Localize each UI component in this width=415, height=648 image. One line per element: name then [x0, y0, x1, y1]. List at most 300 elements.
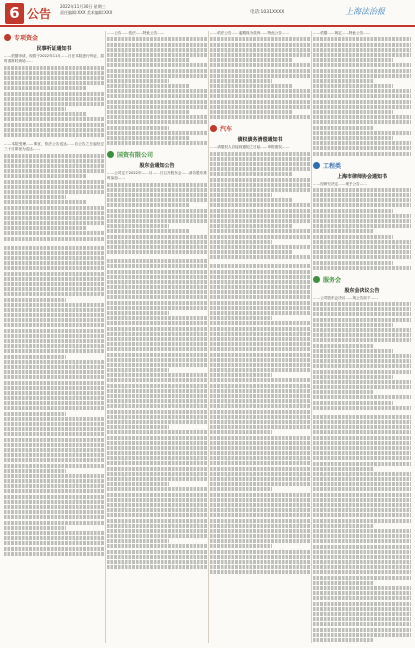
- text-line: [107, 513, 207, 517]
- text-line: [313, 349, 393, 353]
- text-line: [313, 364, 411, 368]
- text-line: [4, 547, 104, 551]
- text-line: [210, 498, 310, 502]
- notice-title: 股东会决议公告: [344, 287, 380, 294]
- text-line: [4, 443, 104, 447]
- text-line: [4, 349, 104, 353]
- notice-body: ……依据申请，现将于2022年11月……日在本院进行听证，届时请准时到场……: [4, 54, 104, 64]
- text-line: [107, 198, 207, 202]
- text-line: [4, 292, 104, 296]
- text-line: [210, 43, 310, 47]
- text-line: [210, 188, 310, 192]
- text-line: [4, 406, 104, 410]
- text-line: [313, 617, 411, 621]
- text-line: [210, 550, 310, 554]
- text-line: [4, 211, 104, 215]
- text-line: [107, 240, 207, 244]
- text-line: [4, 479, 104, 483]
- text-line: [4, 221, 104, 225]
- text-line: [4, 298, 66, 302]
- text-line: [107, 508, 207, 512]
- text-line: [107, 358, 207, 362]
- text-line: [210, 353, 310, 357]
- text-line: [210, 255, 310, 259]
- notice-body: ……本院受理……事宜，依法公告送达……自公告之日起经过三十日即视为送达……: [4, 142, 104, 152]
- text-line: [4, 334, 104, 338]
- text-line: [313, 420, 411, 424]
- text-line: [4, 531, 104, 535]
- text-line: [107, 337, 207, 341]
- text-line: [313, 37, 411, 41]
- text-line: [313, 219, 411, 223]
- section-marker-icon: [313, 162, 320, 169]
- text-line: [313, 79, 374, 83]
- text-line: [210, 461, 310, 465]
- text-line: [4, 174, 86, 178]
- text-line: [210, 503, 310, 507]
- text-line: [107, 529, 207, 533]
- text-line: [210, 410, 310, 414]
- text-line: [4, 66, 104, 70]
- text-line: [4, 266, 104, 270]
- text-line: [4, 370, 104, 374]
- text-line: [313, 354, 411, 358]
- text-line: [107, 311, 169, 315]
- text-line: [313, 472, 411, 476]
- text-line: [210, 275, 310, 279]
- text-line: [313, 498, 411, 502]
- text-line: [313, 612, 411, 616]
- text-line: [210, 37, 310, 41]
- text-line: [107, 290, 207, 294]
- text-line: [107, 89, 207, 93]
- text-line: [313, 245, 411, 249]
- text-line: [313, 63, 411, 67]
- text-line: [313, 307, 411, 311]
- text-line: [313, 370, 411, 374]
- text-line: [4, 195, 66, 199]
- text-line: [4, 505, 104, 509]
- text-line: [107, 188, 207, 192]
- text-line: [313, 255, 411, 259]
- text-line: [4, 81, 104, 85]
- text-line: [107, 219, 207, 223]
- text-line: [107, 487, 207, 491]
- text-line: [313, 628, 411, 632]
- text-line: [107, 327, 207, 331]
- text-line: [210, 415, 310, 419]
- text-line: [107, 275, 207, 279]
- text-line: [4, 355, 66, 359]
- text-line: [4, 272, 104, 276]
- text-line: [210, 347, 310, 351]
- text-line: [210, 534, 310, 538]
- text-line: [107, 430, 207, 434]
- text-line: [210, 519, 310, 523]
- text-line: [4, 256, 104, 260]
- text-line: [107, 456, 207, 460]
- text-line: [313, 318, 411, 322]
- text-line: [210, 214, 310, 218]
- text-line: [107, 477, 207, 481]
- text-line: [210, 513, 310, 517]
- text-line: [4, 396, 104, 400]
- text-line: [107, 63, 207, 67]
- text-line: [4, 128, 104, 132]
- text-line: [210, 63, 310, 67]
- text-line: [107, 446, 207, 450]
- text-line: [210, 441, 310, 445]
- text-line: [4, 180, 104, 184]
- text-line: [210, 172, 292, 176]
- issue-editors: 责任编辑:XXX 美术编辑:XXX: [60, 10, 113, 15]
- notice-title: 上海市律师协会通知书: [336, 173, 387, 180]
- notice-body: ……经研究决定……现予公告……: [313, 181, 367, 186]
- text-line: [107, 493, 207, 497]
- text-line: [210, 472, 310, 476]
- column-rule: [311, 31, 312, 643]
- text-line: [4, 159, 104, 163]
- text-line: [313, 406, 411, 410]
- text-line: [107, 245, 207, 249]
- text-line: [107, 451, 207, 455]
- text-line: [210, 358, 310, 362]
- text-line: [4, 495, 104, 499]
- text-line: [107, 472, 207, 476]
- text-line: [4, 500, 104, 504]
- text-line: [210, 446, 310, 450]
- text-line: [313, 53, 411, 57]
- text-line: [210, 425, 310, 429]
- section-header: [4, 33, 104, 42]
- text-line: [210, 378, 310, 382]
- text-line: [313, 487, 411, 491]
- text-line: [4, 261, 104, 265]
- text-line: [4, 86, 86, 90]
- text-line: [313, 638, 374, 642]
- text-line: [107, 203, 189, 207]
- text-line: [313, 529, 411, 533]
- text-line: [4, 552, 104, 556]
- text-line: [210, 560, 310, 564]
- brand-logo: 上海法治报: [345, 7, 385, 16]
- text-line: [107, 136, 189, 140]
- text-line: [313, 560, 411, 564]
- text-line: [313, 539, 411, 543]
- text-line: [313, 235, 393, 239]
- text-line: [210, 451, 310, 455]
- text-line: [107, 264, 207, 268]
- text-line: [313, 513, 411, 517]
- text-line: [313, 441, 411, 445]
- text-line: [107, 229, 189, 233]
- text-line: [313, 224, 411, 228]
- text-line: [107, 53, 207, 57]
- text-line: [107, 193, 207, 197]
- text-line: [4, 251, 104, 255]
- text-line: [107, 503, 207, 507]
- text-line: [210, 178, 310, 182]
- notice-title: 股东会通知公告: [139, 163, 175, 170]
- text-line: [107, 498, 207, 502]
- text-line: [313, 229, 374, 233]
- text-line: [107, 126, 169, 130]
- text-line: [4, 237, 104, 241]
- text-line: [210, 493, 310, 497]
- text-line: [107, 410, 207, 414]
- text-line: [210, 235, 310, 239]
- text-line: [210, 404, 310, 408]
- text-line: [210, 53, 310, 57]
- text-line: [210, 162, 310, 166]
- text-line: [313, 48, 411, 52]
- text-line: [313, 43, 411, 47]
- text-line: [313, 462, 411, 466]
- notice-block: [4, 45, 104, 137]
- text-line: [107, 270, 207, 274]
- text-line: [313, 338, 411, 342]
- text-line: [4, 541, 104, 545]
- text-line: [4, 526, 66, 530]
- text-line: [4, 323, 104, 327]
- notice-block: [4, 142, 104, 241]
- text-line: [4, 375, 104, 379]
- text-line: [4, 154, 104, 158]
- text-line: [210, 79, 272, 83]
- text-line: [107, 209, 207, 213]
- text-line: [210, 368, 310, 372]
- text-line: [210, 529, 310, 533]
- text-line: [4, 412, 66, 416]
- section-title: 专项资金: [14, 35, 39, 42]
- text-line: [107, 394, 207, 398]
- text-line: [210, 301, 310, 305]
- text-line: [210, 290, 310, 294]
- text-line: [107, 105, 207, 109]
- text-line: [4, 458, 104, 462]
- text-line: [107, 436, 207, 440]
- text-line: [4, 107, 66, 111]
- notice-body: ……依据……规定……特此公告……: [313, 31, 371, 35]
- text-line: [107, 389, 207, 393]
- section-name: 公告: [27, 7, 52, 21]
- text-line: [313, 152, 411, 156]
- text-line: [210, 373, 272, 377]
- text-line: [313, 451, 411, 455]
- text-line: [4, 246, 104, 250]
- page-number: 6: [5, 3, 24, 24]
- text-line: [210, 240, 272, 244]
- text-line: [107, 373, 207, 377]
- text-line: [313, 524, 374, 528]
- text-line: [210, 321, 310, 325]
- text-line: [4, 190, 104, 194]
- text-line: [107, 235, 207, 239]
- section-title: 服务会: [323, 276, 342, 284]
- text-line: [107, 306, 207, 310]
- text-line: [313, 193, 411, 197]
- text-line: [4, 308, 104, 312]
- text-line: [107, 415, 207, 419]
- text-line: [210, 467, 310, 471]
- text-line: [313, 188, 411, 192]
- text-line: [313, 607, 411, 611]
- text-line: [107, 321, 207, 325]
- notice-title: 民事听证通知书: [36, 46, 72, 52]
- text-line: [107, 425, 169, 429]
- text-line: [4, 226, 86, 230]
- text-line: [4, 133, 104, 137]
- text-line: [313, 446, 411, 450]
- text-line: [4, 287, 104, 291]
- text-line: [4, 381, 104, 385]
- text-line: [107, 368, 169, 372]
- text-line: [210, 384, 310, 388]
- notice-block: [210, 31, 310, 119]
- text-line: [313, 89, 411, 93]
- text-line: [4, 417, 104, 421]
- text-line: [313, 214, 411, 218]
- text-line: [4, 469, 66, 473]
- text-line: [4, 282, 104, 286]
- issue-date: 2022年11月30日 星期三: [60, 4, 106, 9]
- text-line: [313, 508, 411, 512]
- text-line: [210, 332, 310, 336]
- text-line: [313, 503, 411, 507]
- text-line: [107, 342, 207, 346]
- section-marker-icon: [210, 125, 217, 132]
- text-line: [313, 100, 411, 104]
- text-line: [107, 141, 207, 145]
- text-line: [107, 115, 207, 119]
- text-line: [210, 245, 310, 249]
- text-line: [107, 285, 207, 289]
- text-line: [4, 92, 104, 96]
- text-line: [4, 448, 104, 452]
- text-line: [313, 456, 411, 460]
- text-line: [210, 508, 310, 512]
- section-header: [313, 275, 411, 284]
- text-line: [313, 586, 411, 590]
- text-line: [313, 622, 411, 626]
- text-line: [313, 333, 411, 337]
- text-line: [4, 360, 104, 364]
- column-rule: [208, 31, 209, 643]
- text-line: [210, 183, 310, 187]
- text-line: [107, 404, 207, 408]
- text-line: [4, 102, 104, 106]
- column-2: [107, 31, 207, 643]
- text-line: [4, 277, 104, 281]
- text-line: [107, 560, 207, 564]
- text-line: [313, 115, 411, 119]
- text-line: [313, 385, 411, 389]
- text-line: [313, 110, 393, 114]
- text-line: [313, 493, 411, 497]
- text-line: [107, 131, 207, 135]
- text-line: [210, 209, 310, 213]
- text-line: [210, 285, 310, 289]
- text-line: [210, 203, 310, 207]
- text-line: [210, 570, 310, 574]
- section-marker-icon: [313, 276, 320, 283]
- text-line: [210, 250, 292, 254]
- text-line: [4, 453, 104, 457]
- column-rule: [105, 31, 106, 643]
- text-line: [107, 259, 207, 263]
- text-line: [210, 152, 310, 156]
- text-line: [313, 136, 393, 140]
- text-line: [313, 415, 411, 419]
- text-line: [210, 420, 310, 424]
- text-line: [210, 363, 310, 367]
- text-line: [107, 420, 207, 424]
- text-line: [313, 570, 411, 574]
- text-line: [210, 167, 310, 171]
- text-line: [313, 209, 393, 213]
- text-line: [210, 539, 310, 543]
- text-line: [313, 555, 411, 559]
- text-line: [313, 591, 411, 595]
- text-line: [313, 120, 411, 124]
- text-line: [210, 477, 310, 481]
- text-line: [210, 565, 310, 569]
- column-3: [210, 31, 310, 643]
- text-line: [107, 565, 207, 569]
- text-line: [210, 84, 292, 88]
- text-line: [107, 544, 207, 548]
- text-line: [210, 58, 292, 62]
- text-line: [313, 126, 374, 130]
- text-line: [107, 519, 207, 523]
- text-line: [4, 422, 104, 426]
- text-line: [313, 477, 411, 481]
- text-line: [107, 347, 207, 351]
- text-line: [313, 534, 411, 538]
- text-line: [210, 110, 292, 114]
- text-line: [210, 399, 310, 403]
- text-line: [4, 489, 104, 493]
- text-line: [313, 375, 393, 379]
- text-line: [107, 110, 189, 114]
- notice-block: [107, 162, 207, 254]
- text-line: [107, 384, 207, 388]
- text-line: [107, 332, 207, 336]
- text-line: [210, 555, 310, 559]
- text-line: [210, 436, 310, 440]
- notice-block: [210, 136, 310, 259]
- text-line: [210, 115, 310, 119]
- text-line: [210, 456, 310, 460]
- text-line: [4, 339, 104, 343]
- section-header: [107, 150, 207, 159]
- text-line: [4, 432, 104, 436]
- text-line: [4, 464, 104, 468]
- text-line: [210, 327, 310, 331]
- text-line: [313, 565, 411, 569]
- text-line: [313, 323, 393, 327]
- notice-block: [313, 31, 411, 156]
- text-line: [107, 534, 207, 538]
- text-line: [313, 84, 393, 88]
- text-line: [210, 389, 310, 393]
- text-line: [107, 550, 207, 554]
- issue-info: [60, 4, 112, 16]
- text-line: [4, 71, 104, 75]
- text-line: [107, 378, 207, 382]
- text-line: [4, 515, 104, 519]
- text-line: [107, 353, 207, 357]
